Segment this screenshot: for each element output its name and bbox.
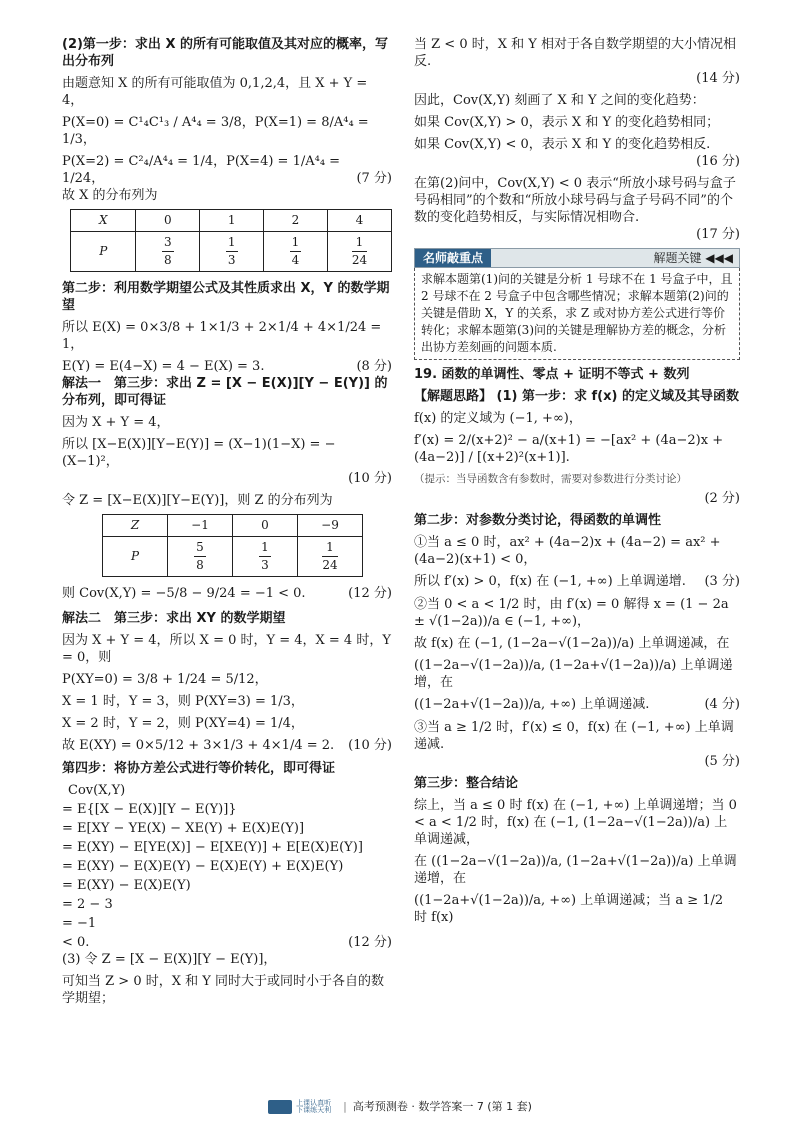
case2-row bbox=[414, 696, 740, 713]
q19-idea: 【解题思路】 (1) 第一步：求 f(x) 的定义域及其导函数 bbox=[414, 389, 739, 404]
score: (12 分) bbox=[348, 586, 392, 601]
pxy0-line: P(XY=0) = 3/8 + 1/24 = 5/12， bbox=[62, 672, 268, 687]
table-header-cell: 1 bbox=[200, 210, 264, 232]
score: (3 分) bbox=[704, 574, 740, 589]
table-row bbox=[103, 537, 363, 577]
cov-step: = E[XY − YE(X) − XE(Y) + E(X)E(Y)] bbox=[62, 821, 305, 836]
values-line: 由题意知 X 的所有可能取值为 0,1,2,4，且 X + Y = 4， bbox=[62, 76, 368, 108]
prob-line-2: P(X=2) = C²₄/A⁴₄ = 1/4，P(X=4) = 1/A⁴₄ = 1/24， bbox=[62, 154, 341, 186]
table-row-label: P bbox=[103, 537, 168, 577]
method1-step3-title: 解法一 第三步：求出 Z = [X − E(X)][Y − E(Y)] 的分布列，即可得证 bbox=[62, 376, 388, 408]
if-positive-line: 如果 Cov(X,Y) > 0，表示 X 和 Y 的变化趋势相同； bbox=[414, 115, 720, 130]
method2-since: 因为 X + Y = 4，所以 X = 0 时，Y = 4，X = 4 时，Y = 0，则 bbox=[62, 633, 391, 665]
since-line: 因为 X + Y = 4， bbox=[62, 415, 170, 430]
therefore-line: 因此，Cov(X,Y) 刻画了 X 和 Y 之间的变化趋势： bbox=[414, 93, 705, 108]
method2-step3-title: 解法二 第三步：求出 XY 的数学期望 bbox=[62, 611, 286, 626]
table-row bbox=[103, 515, 363, 537]
score: (8 分) bbox=[356, 359, 392, 374]
if-negative-line: 如果 Cov(X,Y) < 0，表示 X 和 Y 的变化趋势相反. bbox=[414, 137, 711, 152]
step1-title: (2)第一步：求出 X 的所有可能取值及其对应的概率，写出分布列 bbox=[62, 37, 389, 69]
table-header-cell: X bbox=[71, 210, 136, 232]
score: (17 分) bbox=[696, 227, 740, 242]
right-column bbox=[414, 36, 740, 931]
summary-line-3: ((1−2a+√(1−2a))/a, +∞) 上单调递减；当 a ≥ 1/2 时 f(x) bbox=[414, 893, 724, 925]
score: (12 分) bbox=[348, 935, 392, 950]
score: (5 分) bbox=[704, 754, 740, 769]
footer-text: 高考预测卷 · 数学答案一 7 (第 1 套) bbox=[352, 1100, 532, 1113]
case2-decreasing: 故 f(x) 在 (−1, (1−2a−√(1−2a))/a) 上单调递减，在 bbox=[414, 636, 730, 651]
summary-line-2: 在 ((1−2a−√(1−2a))/a, (1−2a+√(1−2a))/a) 上单调递增，在 bbox=[414, 854, 737, 886]
let-z-line: 令 Z = [X−E(X)][Y−E(Y)]，则 Z 的分布列为 bbox=[62, 493, 333, 508]
part3-line: (3) 令 Z = [X − E(X)][Y − E(Y)]， bbox=[62, 952, 277, 967]
step2-title-right: 第二步：对参数分类讨论，得函数的单调性 bbox=[414, 513, 662, 528]
ex-line: 所以 E(X) = 0×3/8 + 1×1/3 + 2×1/4 + 4×1/24 = 1， bbox=[62, 320, 382, 352]
step2-title: 第二步：利用数学期望公式及其性质求出 X，Y 的数学期望 bbox=[62, 281, 390, 313]
tip-line: （提示：当导函数含有参数时，需要对参数进行分类讨论） bbox=[414, 473, 687, 485]
score: (14 分) bbox=[696, 71, 740, 86]
table-row bbox=[71, 210, 392, 232]
table-cell: $\frac{3}{8}$ bbox=[136, 232, 200, 272]
table-row bbox=[71, 232, 392, 272]
pxy3-line: X = 1 时，Y = 3，则 P(XY=3) = 1/3， bbox=[62, 694, 304, 709]
table-header-cell: 0 bbox=[233, 515, 298, 537]
x-distribution-table bbox=[70, 209, 392, 272]
table-header-cell: 4 bbox=[327, 210, 391, 232]
case2-increasing: ((1−2a−√(1−2a))/a, (1−2a+√(1−2a))/a) 上单调递增，在 bbox=[414, 658, 733, 690]
summary-line-1: 综上，当 a ≤ 0 时 f(x) 在 (−1, +∞) 上单调递增；当 0 < a < 1/2 时，f(x) 在 (−1, (1−2a−√(1−2a))/a) 上单调递减， bbox=[414, 798, 737, 847]
table-cell: $\frac{1}{24}$ bbox=[298, 537, 363, 577]
banner-label: 名师敲重点 bbox=[415, 249, 491, 267]
brand-logo-icon bbox=[268, 1100, 292, 1114]
step3-title-right: 第三步：整合结论 bbox=[414, 776, 519, 791]
table-cell: $\frac{1}{24}$ bbox=[327, 232, 391, 272]
part3-tail: 可知当 Z > 0 时，X 和 Y 同时大于或同时小于各自的数学期望； bbox=[62, 974, 384, 1006]
case1-conclusion: 所以 f′(x) > 0，f(x) 在 (−1, +∞) 上单调递增. bbox=[414, 574, 686, 589]
left-column bbox=[62, 36, 392, 1012]
cont-line: 当 Z < 0 时，X 和 Y 相对于各自数学期望的大小情况相反. bbox=[414, 37, 736, 69]
interpretation-line: 在第(2)问中，Cov(X,Y) < 0 表示“所放小球号码与盒子号码相同”的个数和“所放小球号码与盒子号码不同”的个数的变化趋势相反，与实际情况相吻合. bbox=[414, 176, 736, 225]
cov-line: 则 Cov(X,Y) = −5/8 − 9/24 = −1 < 0. bbox=[62, 586, 306, 601]
table-row-label: P bbox=[71, 232, 136, 272]
derivative-line: f′(x) = 2/(x+2)² − a/(x+1) = −[ax² + (4a−2)x + (4a−2)] / [(x+2)²(x+1)]. bbox=[414, 433, 724, 465]
table-header-cell: Z bbox=[103, 515, 168, 537]
case1-row bbox=[414, 573, 740, 590]
score: (10 分) bbox=[348, 738, 392, 753]
z-expr-line: 所以 [X−E(X)][Y−E(Y)] = (X−1)(1−X) = −(X−1)²， bbox=[62, 437, 336, 469]
key-points-note: 求解本题第(1)问的关键是分析 1 号球不在 1 号盒子中，且 2 号球不在 2 号盒子中包含哪些情况；求解本题第(2)问的关键是借助 X，Y 的关系，求 Z 或对协方差公式进行等价转化；求解本题第(3)问的关键是理解协方差的概念，分析出协方差刻画的问题本质. bbox=[414, 268, 740, 360]
domain-line: f(x) 的定义域为 (−1, +∞)， bbox=[414, 411, 582, 426]
banner-right: 解题关键 ◀◀◀ bbox=[653, 250, 733, 265]
exy-row bbox=[62, 737, 392, 754]
cov-step: = E(XY) − E(X)E(Y) bbox=[62, 878, 191, 893]
dist-caption: 故 X 的分布列为 bbox=[62, 188, 158, 203]
cov-step: < 0. bbox=[62, 935, 90, 950]
table-cell: $\frac{1}{3}$ bbox=[233, 537, 298, 577]
prob-line-2-row bbox=[62, 153, 392, 187]
table-cell: $\frac{5}{8}$ bbox=[168, 537, 233, 577]
case2-line: ②当 0 < a < 1/2 时，由 f′(x) = 0 解得 x = (1 − 2a ± √(1−2a))/a ∈ (−1, +∞)， bbox=[414, 597, 729, 629]
table-header-cell: −9 bbox=[298, 515, 363, 537]
score: (10 分) bbox=[348, 471, 392, 486]
cov-step: = E(XY) − E[YE(X)] − E[XE(Y)] + E[E(X)E(Y)] bbox=[62, 840, 363, 855]
table-header-cell: 0 bbox=[136, 210, 200, 232]
cov-step: = −1 bbox=[62, 916, 97, 931]
cov-step: = E{[X − E(X)][Y − E(Y)]} bbox=[62, 802, 237, 817]
page-footer: 上课认真听 下课练天利 | 高考预测卷 · 数学答案一 7 (第 1 套) bbox=[0, 1098, 800, 1114]
case2-decreasing-2: ((1−2a+√(1−2a))/a, +∞) 上单调递减. bbox=[414, 697, 650, 712]
cov-row bbox=[62, 585, 392, 602]
cov-step: Cov(X,Y) bbox=[68, 783, 126, 798]
exy-line: 故 E(XY) = 0×5/12 + 3×1/3 + 4×1/4 = 2. bbox=[62, 738, 335, 753]
ey-row bbox=[62, 358, 392, 375]
table-cell: $\frac{1}{4}$ bbox=[264, 232, 328, 272]
cov-step: = E(XY) − E(X)E(Y) − E(X)E(Y) + E(X)E(Y) bbox=[62, 859, 344, 874]
cov-step: = 2 − 3 bbox=[62, 897, 113, 912]
table-cell: $\frac{1}{3}$ bbox=[200, 232, 264, 272]
ey-line: E(Y) = E(4−X) = 4 − E(X) = 3. bbox=[62, 359, 265, 374]
q19-title: 19. 函数的单调性、零点 + 证明不等式 + 数列 bbox=[414, 367, 690, 382]
table-header-cell: 2 bbox=[264, 210, 328, 232]
table-header-cell: −1 bbox=[168, 515, 233, 537]
key-points-banner bbox=[414, 248, 740, 268]
score: (4 分) bbox=[704, 697, 740, 712]
score: (7 分) bbox=[356, 171, 392, 186]
z-distribution-table bbox=[102, 514, 363, 577]
score: (16 分) bbox=[696, 154, 740, 169]
score: (2 分) bbox=[704, 491, 740, 506]
brand-slogan: 上课认真听 下课练天利 bbox=[296, 1099, 332, 1114]
case3-line: ③当 a ≥ 1/2 时，f′(x) ≤ 0，f(x) 在 (−1, +∞) 上单调递减. bbox=[414, 720, 734, 752]
pxy4-line: X = 2 时，Y = 2，则 P(XY=4) = 1/4， bbox=[62, 716, 304, 731]
prob-line-1: P(X=0) = C¹₄C¹₃ / A⁴₄ = 3/8，P(X=1) = 8/A⁴₄ = 1/3， bbox=[62, 115, 369, 147]
case1-line: ①当 a ≤ 0 时，ax² + (4a−2)x + (4a−2) = ax² + (4a−2)(x+1) < 0， bbox=[414, 535, 721, 567]
cov-final-row bbox=[62, 934, 392, 951]
step4-title: 第四步：将协方差公式进行等价转化，即可得证 bbox=[62, 761, 336, 776]
